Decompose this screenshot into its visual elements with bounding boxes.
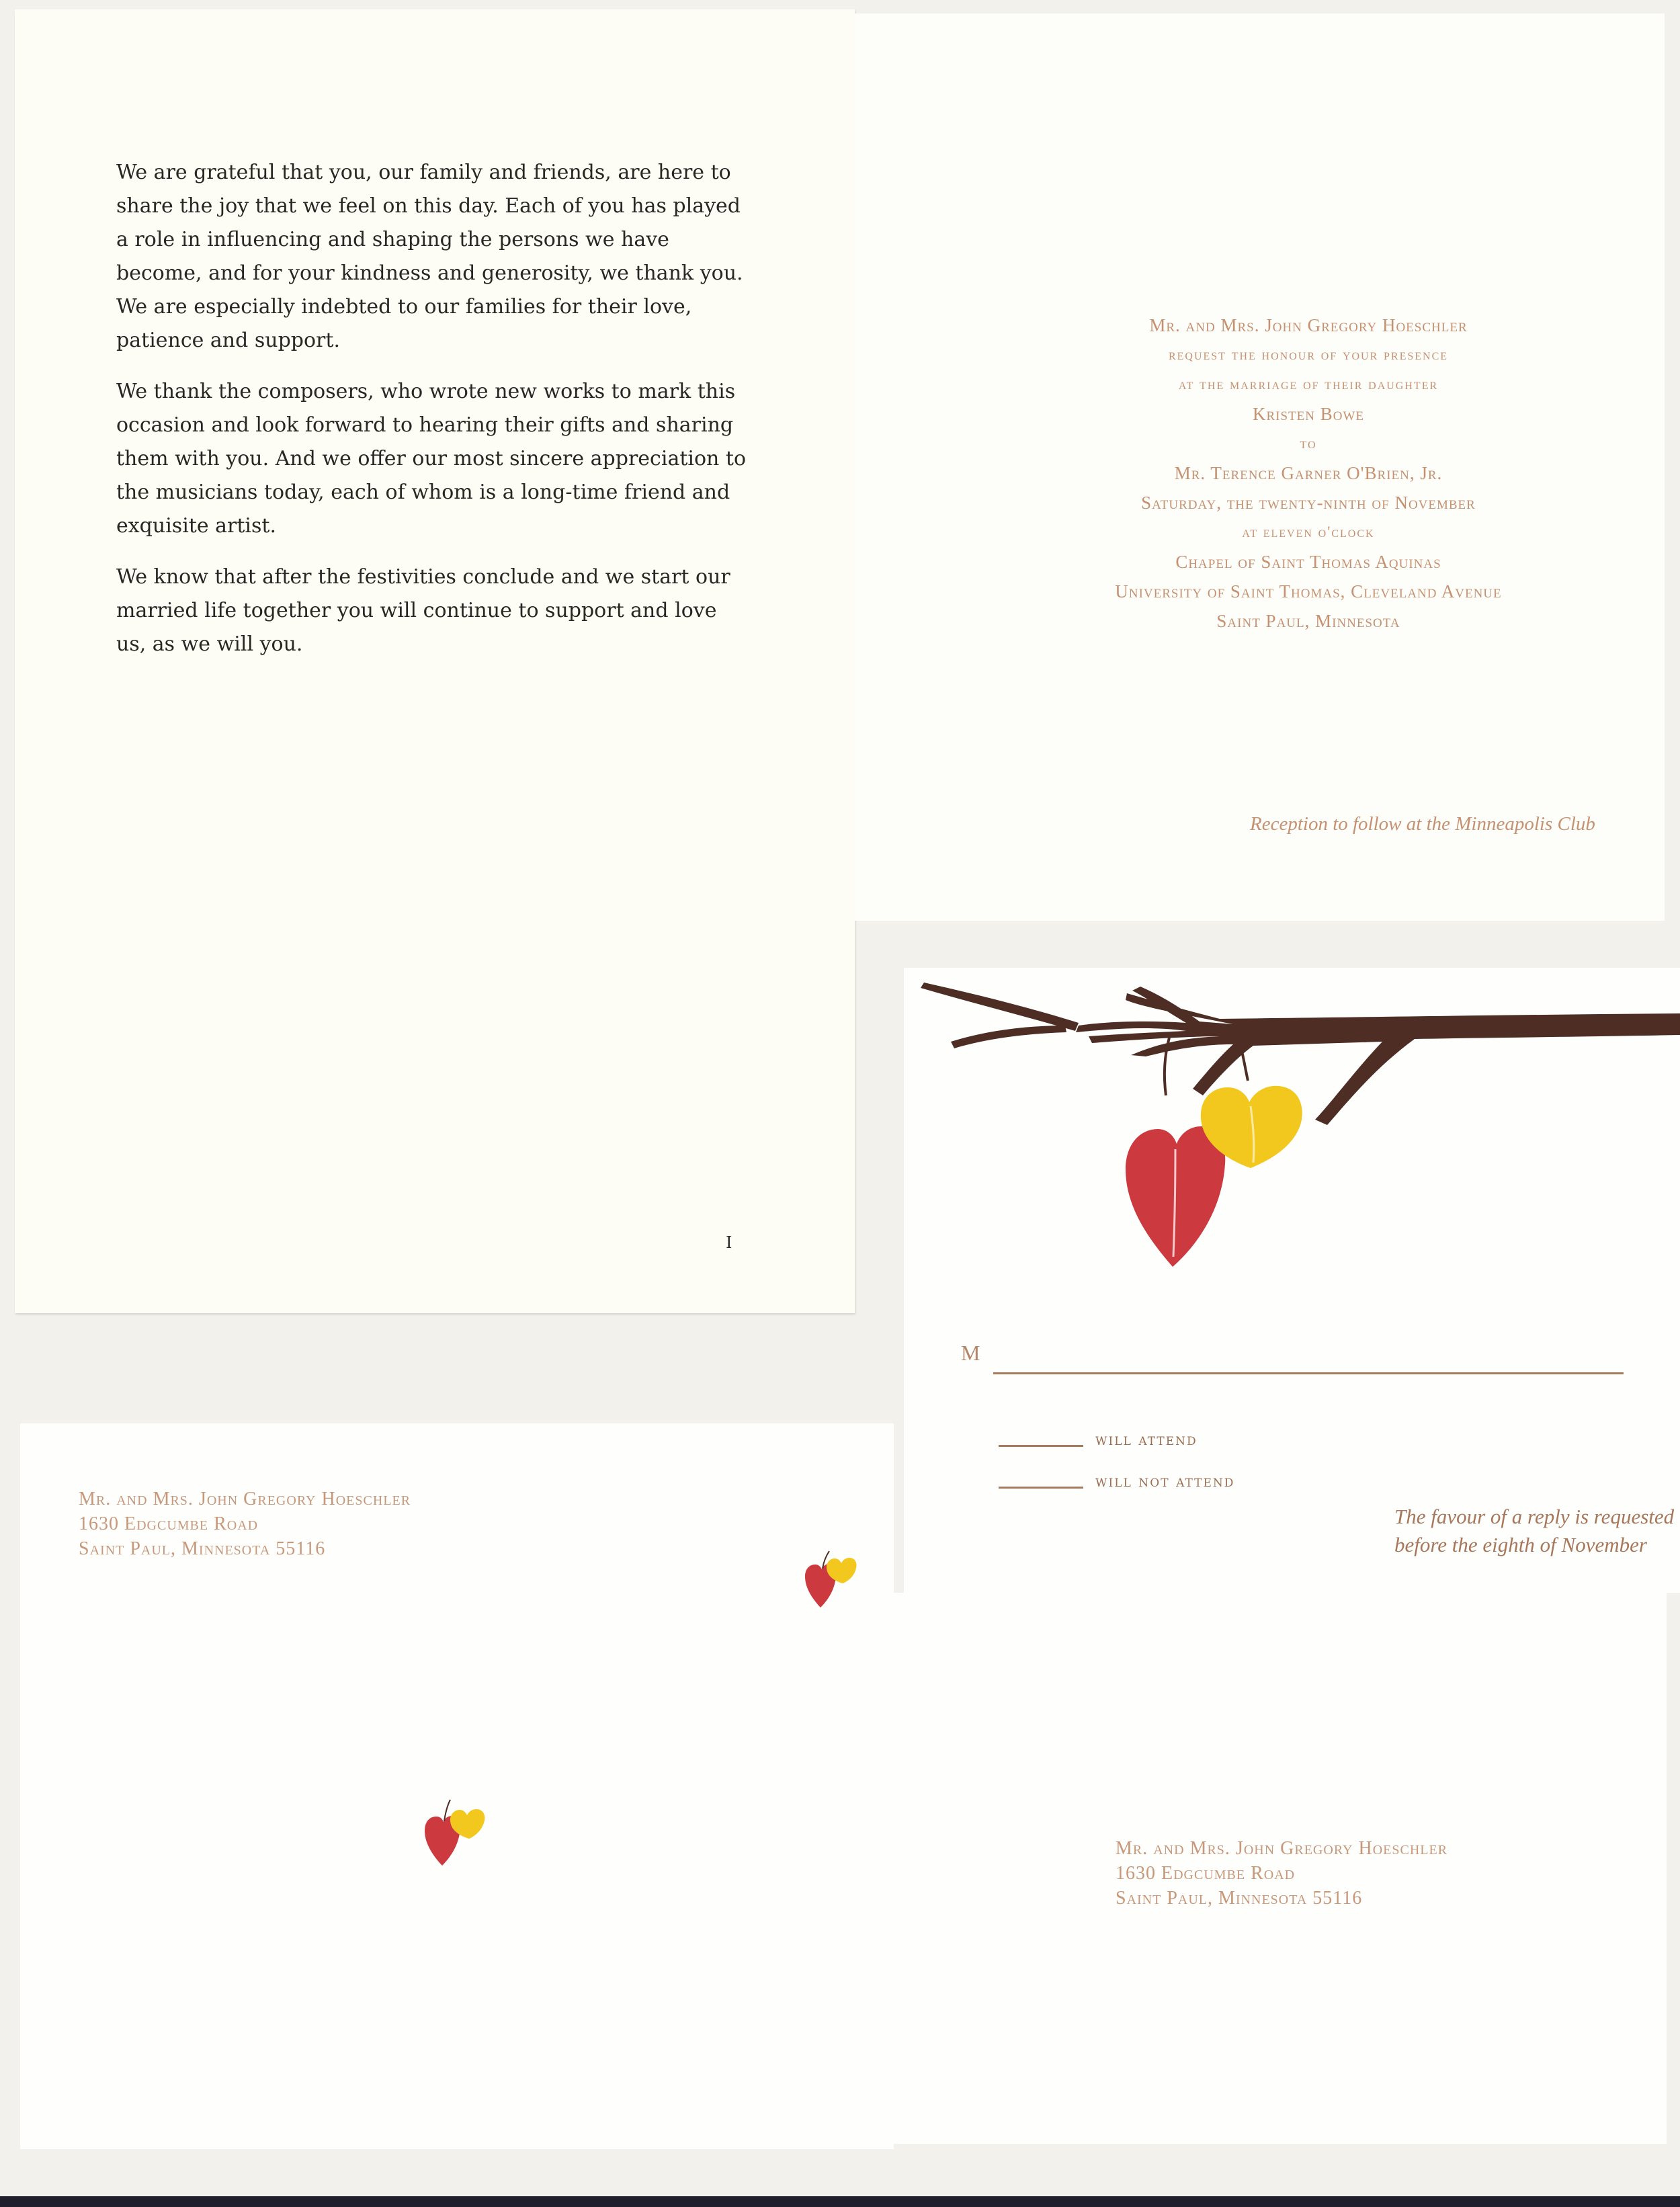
reply-deadline-note [1394, 1503, 1674, 1559]
leaf-motif-envelope [417, 1794, 497, 1868]
invitation-marriage: at the marriage of their daughter [1178, 376, 1439, 392]
program-paragraph-3: We know that after the festivities conclude and we start our married life together you will continue to support and love us, as we will you. [116, 565, 730, 656]
return-address-name: Mr. and Mrs. John Gregory Hoeschler [79, 1489, 411, 1509]
invitation-university: University of Saint Thomas, Cleveland Avenue [1115, 581, 1502, 601]
invitation-venue: Chapel of Saint Thomas Aquinas [1175, 552, 1441, 572]
reply-name-label: M [961, 1341, 980, 1365]
program-text [116, 156, 751, 679]
invitation-date: Saturday, the twenty-ninth of November [1141, 493, 1476, 513]
will-attend-label: will attend [1095, 1430, 1198, 1449]
page-number: I [726, 1233, 732, 1252]
invitation-groom: Mr. Terence Garner O'Brien, Jr. [1174, 463, 1443, 483]
invitation-time: at eleven o'clock [1242, 524, 1375, 540]
invitation-text [855, 310, 1680, 636]
invitation-hosts: Mr. and Mrs. John Gregory Hoeschler [1149, 315, 1468, 335]
reply-envelope-address [1116, 1836, 1447, 1911]
branch-twig-icon [921, 983, 1079, 1048]
scan-edge [0, 2196, 1680, 2207]
reply-name-field[interactable] [993, 1372, 1624, 1374]
reply-envelope-street: 1630 Edgcumbe Road [1116, 1863, 1296, 1884]
branch-illustration [904, 968, 1680, 1277]
invitation-request: request the honour of your presence [1168, 346, 1449, 363]
return-address [79, 1487, 411, 1561]
reply-envelope-name: Mr. and Mrs. John Gregory Hoeschler [1116, 1838, 1448, 1859]
will-not-attend-label: will not attend [1095, 1472, 1235, 1491]
leaf-motif-small [798, 1546, 866, 1610]
invitation-to: to [1300, 435, 1317, 452]
reply-note-line-2: before the eighth of November [1394, 1533, 1647, 1556]
program-paragraph-1: We are grateful that you, our family and friends, are here to share the joy that we feel on this day. Each of you has played a role in influencing and shaping the persons we have become, and for your kindness and generosity, we thank you. We are especially indebted to our families for their love, patience and support. [116, 161, 743, 352]
reply-note-line-1: The favour of a reply is requested [1394, 1505, 1675, 1528]
return-address-city: Saint Paul, Minnesota 55116 [79, 1538, 326, 1559]
reception-note: Reception to follow at the Minneapolis Club [1250, 813, 1595, 835]
invitation-city: Saint Paul, Minnesota [1216, 611, 1400, 631]
will-not-attend-field[interactable] [999, 1487, 1083, 1489]
program-paragraph-2: We thank the composers, who wrote new works to mark this occasion and look forward to hearing their gifts and sharing them with you. And we offer our most sincere appreciation to the musicians today, each of whom is a long-time friend and exquisite artist. [116, 380, 747, 538]
will-attend-field[interactable] [999, 1445, 1083, 1447]
return-address-street: 1630 Edgcumbe Road [79, 1513, 259, 1534]
reply-envelope-city: Saint Paul, Minnesota 55116 [1116, 1888, 1363, 1909]
invitation-bride: Kristen Bowe [1252, 404, 1365, 424]
